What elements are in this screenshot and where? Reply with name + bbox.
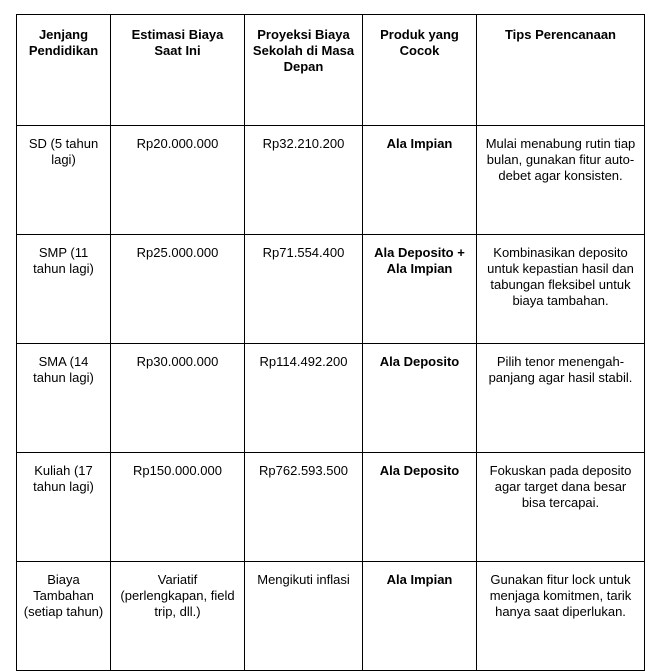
cell-produk: Ala Deposito xyxy=(363,453,477,562)
header-tips: Tips Perencanaan xyxy=(477,15,645,126)
table-row xyxy=(17,235,645,344)
cell-jenjang: SMA (14 tahun lagi) xyxy=(17,344,111,453)
cell-estimasi: Rp30.000.000 xyxy=(111,344,245,453)
cell-tips: Mulai menabung rutin tiap bulan, gunakan fitur auto-debet agar konsisten. xyxy=(477,126,645,235)
header-estimasi: Estimasi Biaya Saat Ini xyxy=(111,15,245,126)
cell-estimasi: Rp20.000.000 xyxy=(111,126,245,235)
cell-proyeksi: Rp762.593.500 xyxy=(245,453,363,562)
cell-tips: Fokuskan pada deposito agar target dana besar bisa tercapai. xyxy=(477,453,645,562)
cell-jenjang: Biaya Tambahan (setiap tahun) xyxy=(17,562,111,671)
cell-produk: Ala Impian xyxy=(363,562,477,671)
cell-tips: Pilih tenor menengah-panjang agar hasil stabil. xyxy=(477,344,645,453)
cell-jenjang: Kuliah (17 tahun lagi) xyxy=(17,453,111,562)
header-produk: Produk yang Cocok xyxy=(363,15,477,126)
header-proyeksi: Proyeksi Biaya Sekolah di Masa Depan xyxy=(245,15,363,126)
cell-produk: Ala Impian xyxy=(363,126,477,235)
cell-proyeksi: Rp114.492.200 xyxy=(245,344,363,453)
table-row xyxy=(17,344,645,453)
cell-proyeksi: Rp71.554.400 xyxy=(245,235,363,344)
header-jenjang: Jenjang Pendidikan xyxy=(17,15,111,126)
cell-proyeksi: Mengikuti inflasi xyxy=(245,562,363,671)
header-row xyxy=(17,15,645,126)
cell-estimasi: Rp25.000.000 xyxy=(111,235,245,344)
cell-tips: Gunakan fitur lock untuk menjaga komitmen, tarik hanya saat diperlukan. xyxy=(477,562,645,671)
cell-produk: Ala Deposito + Ala Impian xyxy=(363,235,477,344)
table-row xyxy=(17,453,645,562)
cell-jenjang: SMP (11 tahun lagi) xyxy=(17,235,111,344)
cell-jenjang: SD (5 tahun lagi) xyxy=(17,126,111,235)
cell-tips: Kombinasikan deposito untuk kepastian hasil dan tabungan fleksibel untuk biaya tambahan. xyxy=(477,235,645,344)
cell-proyeksi: Rp32.210.200 xyxy=(245,126,363,235)
cell-estimasi: Rp150.000.000 xyxy=(111,453,245,562)
table-row xyxy=(17,126,645,235)
education-cost-table xyxy=(16,14,645,671)
table-row xyxy=(17,562,645,671)
cell-produk: Ala Deposito xyxy=(363,344,477,453)
cell-estimasi: Variatif (perlengkapan, field trip, dll.) xyxy=(111,562,245,671)
